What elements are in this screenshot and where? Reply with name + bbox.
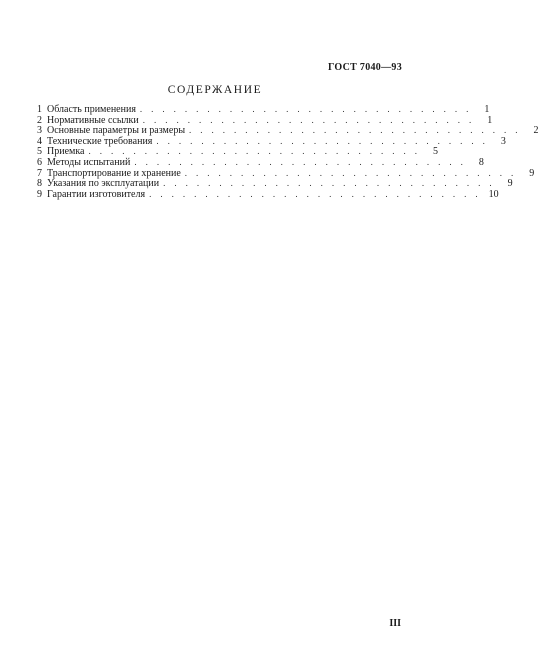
toc-item-leader: .............................. xyxy=(142,114,481,125)
toc-item-title: Методы испытаний xyxy=(47,156,131,168)
toc-item-title: Транспортирование и хранение xyxy=(47,167,181,179)
toc-item-leader: .............................. xyxy=(184,167,523,178)
toc-item-leader: .............................. xyxy=(88,146,426,157)
toc-item-title: Технические требования xyxy=(47,135,153,147)
toc-item xyxy=(37,114,493,126)
toc-item-page: 1 xyxy=(487,114,493,126)
toc-item-number: 9 xyxy=(37,188,42,200)
toc-item-page: 10 xyxy=(488,188,499,200)
toc-item-leader: .............................. xyxy=(139,104,478,114)
toc-item-leader: .............................. xyxy=(156,135,494,146)
toc-item xyxy=(37,135,506,147)
toc-item-number: 4 xyxy=(37,135,42,147)
toc-item-number: 1 xyxy=(37,104,42,115)
toc-item-page: 1 xyxy=(484,104,490,115)
toc-item-leader: .............................. xyxy=(134,156,472,167)
toc-item xyxy=(37,146,438,158)
toc-list xyxy=(37,104,539,200)
toc-item-leader: .............................. xyxy=(189,125,527,136)
toc-item-title: Нормативные ссылки xyxy=(47,114,139,126)
toc-item-page: 2 xyxy=(533,125,539,137)
toc-item-title: Приемка xyxy=(47,146,85,158)
toc-item-number: 5 xyxy=(37,146,42,158)
toc-title: СОДЕРЖАНИЕ xyxy=(167,84,263,96)
toc-item-number: 7 xyxy=(37,167,42,179)
toc-item-title: Гарантии изготовителя xyxy=(47,188,146,200)
toc-item xyxy=(37,178,513,190)
toc-item xyxy=(37,167,535,179)
toc-item-number: 6 xyxy=(37,156,42,168)
toc-item-page: 8 xyxy=(478,156,484,168)
toc-item-leader: .............................. xyxy=(149,188,487,199)
toc-item-number: 8 xyxy=(37,178,42,190)
toc-item-page: 9 xyxy=(507,178,513,190)
page-number: III xyxy=(389,618,401,629)
toc-item-number: 2 xyxy=(37,114,42,126)
document-code: ГОСТ 7040—93 xyxy=(327,62,402,73)
toc-item xyxy=(37,125,539,137)
toc-item-title: Основные параметры и размеры xyxy=(47,125,186,137)
toc-item-title: Область применения xyxy=(47,104,136,115)
toc-item xyxy=(37,156,484,168)
toc-item-page: 3 xyxy=(500,135,506,147)
toc-item xyxy=(37,188,499,200)
toc-item-page: 9 xyxy=(529,167,535,179)
toc-item-number: 3 xyxy=(37,125,42,137)
toc-item-title: Указания по эксплуатации xyxy=(47,178,160,190)
toc-item-leader: .............................. xyxy=(163,178,501,189)
toc-item xyxy=(37,104,490,115)
toc-item-page: 5 xyxy=(433,146,438,158)
